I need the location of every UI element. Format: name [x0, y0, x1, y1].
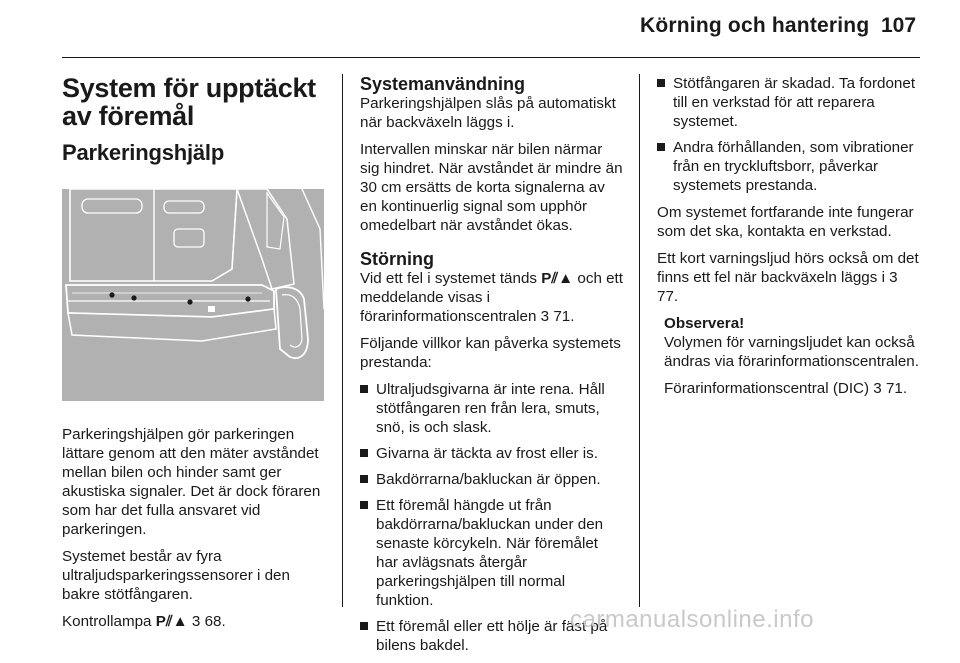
watermark: carmanualsonline.info	[570, 606, 814, 633]
column-2	[360, 74, 624, 663]
list-item: Ett föremål hängde ut från bakdörrarna/bakluckan under den senaste körcykeln. När föremålet har avlägsnats återgår parkeringshjälpen till normal funktion.	[360, 496, 624, 610]
header-rule	[62, 57, 920, 58]
column-1	[62, 74, 326, 639]
list-item: Bakdörrarna/bakluckan är öppen.	[360, 470, 624, 489]
bullet-square-icon	[360, 475, 368, 483]
bullet-square-icon	[657, 143, 665, 151]
running-header: Körning och hantering	[640, 14, 870, 37]
more-conditions-list	[657, 74, 921, 195]
column-divider-2	[639, 74, 640, 607]
fault-text-pre: Vid ett fel i systemet tänds	[360, 270, 537, 287]
parking-assist-icon: P⫽▲	[155, 613, 188, 630]
column-3	[657, 74, 921, 406]
bullet-square-icon	[360, 501, 368, 509]
fault-text-post: och ett meddelande visas i förarinformationscentralen 3 71.	[360, 270, 623, 325]
fault-paragraph-2: Följande villkor kan påverka systemets prestanda:	[360, 335, 621, 371]
page-number: 107	[881, 14, 917, 37]
fault-heading: Störning	[360, 249, 434, 269]
list-item: Ultraljudsgivarna är inte rena. Håll stötfångaren ren från lera, smuts, snö, is och slask.	[360, 380, 624, 437]
lamp-page-ref: 3 68.	[191, 613, 226, 630]
parking-assist-icon: P⫽▲	[541, 270, 574, 287]
note-box	[664, 314, 921, 398]
list-item: Givarna är täckta av frost eller is.	[360, 444, 624, 463]
bullet-square-icon	[360, 385, 368, 393]
subsection-title: Parkeringshjälp	[62, 140, 225, 165]
note-text: Volymen för varningsljudet kan också ändras via förarinformationscentralen.	[664, 334, 919, 370]
lamp-reference	[62, 612, 326, 631]
note-title: Observera!	[664, 315, 745, 332]
rear-bumper-illustration	[62, 189, 324, 401]
warning-sound-paragraph: Ett kort varningsljud hörs också om det finns ett fel när backväxeln läggs i 3 77.	[657, 250, 919, 305]
bullet-square-icon	[657, 79, 665, 87]
usage-paragraph-1: Parkeringshjälpen slås på automatiskt när backväxeln läggs i.	[360, 95, 616, 131]
section-title: System för upptäckt av föremål	[62, 73, 316, 131]
fault-paragraph-1	[360, 269, 624, 326]
bullet-square-icon	[360, 449, 368, 457]
van-rear-drawing	[62, 189, 324, 401]
note-reference: Förarinformationscentral (DIC) 3 71.	[664, 380, 908, 397]
paragraph-intro: Parkeringshjälpen gör parkeringen lättare genom att den mäter avståndet mellan bilen och hinder samt ger akustiska signaler. Det är dock föraren som har det fulla ansvaret vid parkeringen.	[62, 426, 321, 538]
usage-paragraph-2: Intervallen minskar när bilen närmar sig hindret. När avståndet är mindre än 30 cm ersätts de korta signalerna av en kontinuerlig signal som upphör omedelbart när avståndet ökas.	[360, 141, 623, 234]
usage-heading: Systemanvändning	[360, 74, 526, 94]
lamp-label: Kontrollampa	[62, 613, 152, 630]
workshop-paragraph: Om systemet fortfarande inte fungerar som det ska, kontakta en verkstad.	[657, 204, 914, 240]
list-item: Andra förhållanden, som vibrationer från en tryckluftsborr, påverkar systemets prestanda.	[657, 138, 921, 195]
list-item: Ett föremål eller ett hölje är fäst på bilens bakdel.	[360, 617, 624, 655]
list-item: Stötfångaren är skadad. Ta fordonet till en verkstad för att reparera systemet.	[657, 74, 921, 131]
column-divider-1	[342, 74, 343, 607]
paragraph-sensors: Systemet består av fyra ultraljudsparkeringssensorer i den bakre stötfångaren.	[62, 548, 290, 603]
bullet-square-icon	[360, 622, 368, 630]
